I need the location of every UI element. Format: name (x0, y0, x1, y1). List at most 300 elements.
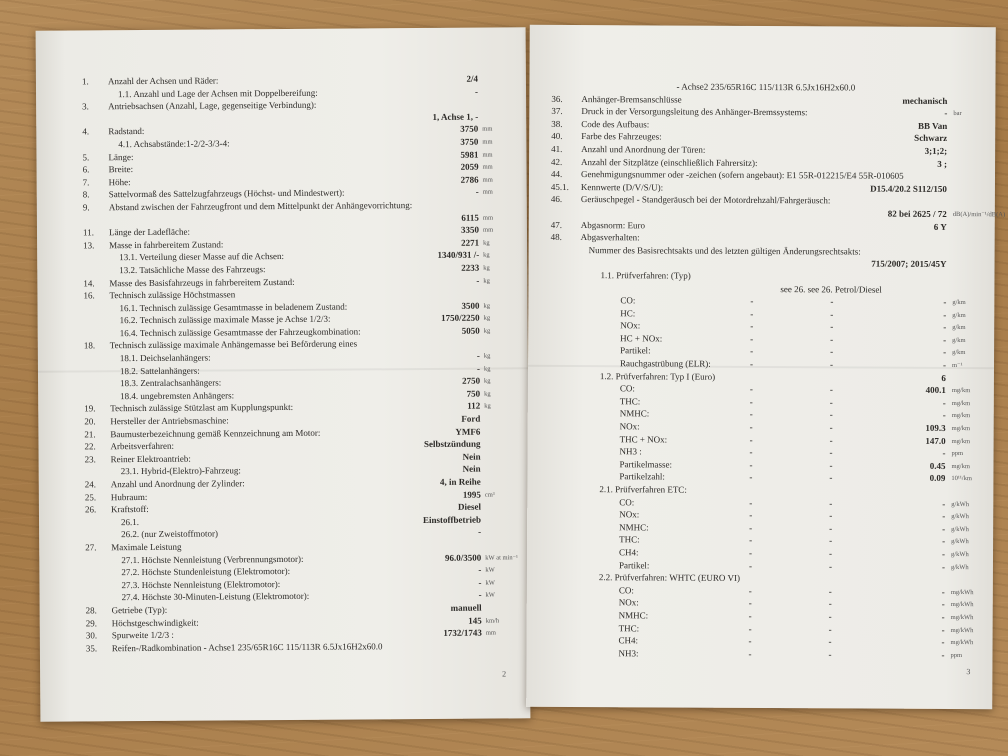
item-label: Rauchgastrübung (ELR): (619, 358, 711, 369)
item-number: 9. (82, 202, 90, 213)
item-value: 3500 (461, 300, 480, 311)
item-value: 715/2007; 2015/45Y (871, 258, 947, 270)
item-value-col1: - (749, 447, 753, 458)
item-label: Kennwerte (D/V/S/U): (580, 181, 664, 193)
item-value: - (942, 397, 946, 408)
item-value: - (475, 186, 479, 197)
item-value: - (942, 523, 946, 534)
item-value: 145 (468, 615, 482, 626)
item-unit: g/kWh (950, 563, 969, 571)
item-unit: mg/kWh (950, 626, 974, 634)
item-value-col1: - (748, 623, 752, 634)
item-label: 27.1. Höchste Nennleistung (Verbrennungsmotor): (121, 553, 304, 565)
item-value: - (942, 536, 946, 547)
item-value-col2: - (829, 523, 833, 534)
item-value: - (943, 309, 947, 320)
item-number: 45.1. (550, 181, 569, 192)
item-label: 27.3. Höchste Nennleistung (Elektromotor): (121, 578, 281, 590)
item-label: 26.2. (nur Zweistoffmotor) (121, 528, 218, 540)
item-unit: g/km (952, 336, 966, 344)
item-value: Nein (462, 451, 481, 462)
item-label: 4.1. Achsabstände:1-2/2-3/3-4: (118, 138, 230, 150)
item-unit: mg/km (951, 387, 971, 395)
item-value: - (941, 561, 945, 572)
item-unit: mm (482, 125, 493, 133)
item-value: - (478, 526, 482, 538)
item-value: - (942, 448, 946, 459)
item-label: Abgasnorm: Euro (580, 219, 646, 230)
document-page-right (526, 25, 1006, 709)
item-number: 8. (82, 189, 90, 200)
item-value: manuell (450, 602, 482, 613)
item-label: THC: (619, 396, 641, 407)
item-value-col2: - (828, 586, 832, 597)
item-value: 3;1;2; (924, 145, 948, 156)
item-unit: kg (483, 239, 490, 247)
item-value: 2750 (462, 375, 481, 387)
item-value: - (476, 363, 480, 374)
item-label: 18.2. Sattelanhängers: (119, 365, 200, 376)
item-label: Hubraum: (110, 491, 148, 502)
item-unit: g/kWh (951, 513, 969, 521)
item-value: - (941, 586, 945, 597)
item-number: 14. (83, 277, 95, 288)
item-label: NOx: (619, 509, 640, 520)
item-unit: ppm (951, 450, 964, 458)
item-value: 1, Achse 1, - (432, 111, 479, 122)
item-unit: kg (483, 352, 491, 360)
item-label: Masse in fahrbereitem Zustand: (109, 239, 224, 250)
item-value-col2: - (829, 422, 833, 433)
item-label: - Achse2 235/65R16C 115/113R 6.5Jx16H2x60.0 (676, 81, 856, 93)
item-value-col1: - (748, 560, 752, 571)
item-unit: kg (483, 314, 491, 322)
item-value: 1995 (462, 489, 481, 500)
item-unit: kg (483, 365, 491, 373)
item-value-col2: - (828, 548, 833, 559)
item-value: - (944, 108, 948, 119)
item-value-col2: - (830, 321, 834, 332)
item-value-col2: - (829, 359, 834, 370)
item-number: 47. (550, 219, 563, 230)
item-label: 18.1. Deichselanhängers: (119, 352, 211, 364)
item-unit: ppm (950, 651, 963, 659)
item-value-col1: - (748, 598, 752, 609)
item-number: 44. (550, 169, 563, 180)
item-unit: g/km (952, 349, 966, 357)
item-value: 6 (941, 372, 946, 383)
item-value-col1: - (749, 535, 753, 546)
item-unit: kW (485, 579, 495, 587)
item-label: 1.1. Anzahl und Lage der Achsen mit Doppelbereifung: (118, 87, 318, 99)
item-number: 23. (84, 454, 96, 465)
item-label: 2.1. Prüfverfahren ETC: (599, 484, 687, 495)
item-unit: cm³ (484, 491, 495, 499)
item-number: 48. (550, 232, 562, 243)
item-label: THC: (619, 534, 640, 545)
item-value: Selbstzündung (423, 438, 481, 450)
item-value: - (941, 599, 945, 610)
item-value-col2: - (829, 434, 833, 446)
item-number: 30. (85, 630, 98, 641)
item-unit: mg/km (951, 437, 971, 445)
item-value: YMF6 (455, 426, 481, 437)
item-value: 3 ; (937, 158, 948, 169)
item-value: BB Van (917, 120, 948, 131)
item-value-col2: - (829, 460, 833, 471)
item-unit: kg (484, 390, 491, 398)
item-label: see 26. see 26. Petrol/Diesel (780, 283, 882, 295)
item-value-col2: - (828, 560, 832, 571)
item-number: 35. (85, 643, 98, 654)
item-number: 6. (82, 164, 90, 175)
document-page-left (36, 27, 531, 721)
item-label: Sattelvormaß des Sattelzugfahrzeugs (Höchst- und Mindestwert): (108, 187, 345, 200)
item-value: - (941, 611, 945, 622)
item-unit: mm (485, 629, 496, 637)
item-unit: g/kWh (951, 538, 969, 546)
item-value-col1: - (748, 636, 752, 647)
item-number: 38. (551, 118, 563, 129)
item-number: 22. (84, 441, 96, 452)
item-label: NMHC: (619, 408, 650, 419)
item-label: 16.4. Technisch zulässige Gesamtmasse der Fahrzeugkombination: (119, 326, 361, 339)
item-number: 13. (83, 240, 95, 251)
item-value: 3750 (460, 124, 479, 135)
item-value-col1: - (750, 296, 754, 307)
item-unit: kW (485, 591, 495, 599)
item-value: 2233 (461, 262, 480, 273)
item-value-col2: - (829, 510, 833, 521)
item-number: 4. (82, 126, 90, 137)
item-label: Abstand zwischen der Fahrzeugfront und dem Mittelpunkt der Anhängevorrichtung: (108, 200, 413, 213)
item-value: - (943, 322, 947, 333)
item-label: 13.1. Verteilung dieser Masse auf die Achsen: (119, 251, 285, 263)
item-unit: mg/kWh (950, 588, 974, 596)
item-value-col1: - (749, 459, 753, 470)
item-label: Reifen-/Radkombination - Achse1 235/65R16C 115/113R 6.5Jx16H2x60.0 (111, 641, 383, 653)
item-value: - (478, 589, 482, 600)
item-label: Anzahl und Anordnung der Türen: (581, 144, 706, 155)
item-label: CH4: (619, 547, 639, 558)
item-label: 13.2. Tatsächliche Masse des Fahrzeugs: (119, 264, 266, 276)
item-label: Nummer des Basisrechtsakts und des letzten gültigen Änderungsrechtsakts: (588, 244, 861, 257)
item-value: - (941, 548, 946, 559)
item-value-col1: - (749, 510, 753, 521)
item-value: 82 bei 2625 / 72 (887, 208, 947, 219)
item-unit: dB(A)/min⁻¹/dB(A) (952, 210, 1006, 219)
item-value: 3750 (460, 136, 479, 147)
item-number: 42. (551, 156, 563, 167)
item-value: D15.4/20.2 S112/150 (870, 183, 947, 194)
item-label: Breite: (108, 164, 134, 175)
item-number: 40. (551, 131, 563, 142)
item-number: 26. (84, 504, 97, 515)
item-value-col2: - (828, 611, 832, 622)
item-value: 2271 (461, 237, 480, 248)
item-value-col1: - (750, 308, 754, 319)
item-value-col1: - (749, 434, 753, 445)
item-value: 2786 (460, 174, 479, 185)
item-label: Reiner Elektroantrieb: (110, 453, 191, 465)
item-value: 147.0 (925, 435, 946, 446)
item-value-col1: - (749, 421, 753, 432)
item-label: Partikelmasse: (619, 459, 673, 470)
item-label: 18.3. Zentralachsanhängers: (120, 377, 222, 389)
item-unit: 10¹¹/km (951, 475, 972, 483)
item-value: 1340/931 /- (437, 249, 480, 261)
item-number: 21. (84, 428, 96, 440)
item-value: Nein (462, 464, 481, 475)
item-value: 5981 (460, 149, 479, 160)
item-number: 28. (85, 605, 97, 616)
item-label: Hersteller der Antriebsmaschine: (110, 415, 229, 427)
item-value-col2: - (830, 309, 834, 320)
item-unit: kg (484, 402, 491, 411)
item-label: Höchstgeschwindigkeit: (111, 617, 199, 628)
item-unit: g/kWh (951, 550, 969, 559)
item-value-col2: - (829, 535, 833, 546)
item-label: THC: (618, 622, 640, 633)
item-number: 18. (83, 340, 96, 351)
item-label: Masse des Basisfahrzeugs in fahrbereitem Zustand: (109, 276, 295, 288)
item-value: 400.1 (925, 385, 946, 396)
item-label: 1.2. Prüfverfahren: Typ I (Euro) (599, 370, 716, 382)
item-label: Anzahl der Sitzplätze (einschließlich Fahrersitz): (581, 156, 758, 168)
item-label: Technisch zulässige maximale Anhängemasse bei Beförderung eines (109, 338, 358, 351)
item-value-col2: - (830, 334, 834, 345)
item-value-col2: - (828, 598, 832, 609)
item-value-col1: - (748, 648, 752, 659)
item-unit: mm (482, 214, 494, 222)
item-number: 29. (85, 617, 98, 628)
item-value-col1: - (750, 321, 754, 332)
item-unit: g/kWh (951, 525, 969, 533)
item-value: - (478, 564, 482, 575)
item-unit: kg (484, 377, 491, 385)
item-unit: kg (483, 264, 490, 272)
item-unit: g/km (952, 311, 966, 319)
item-label: 27.2. Höchste Stundenleistung (Elektromotor): (121, 566, 291, 578)
item-label: Spurweite 1/2/3 : (111, 629, 174, 641)
item-value: - (943, 297, 947, 308)
item-label: Arbeitsverfahren: (110, 440, 175, 452)
item-value: 0.09 (929, 473, 946, 484)
item-value: - (941, 637, 945, 648)
item-value-col1: - (749, 409, 753, 420)
item-value: 0.45 (929, 460, 946, 471)
item-value: - (943, 334, 947, 345)
item-number: 25. (84, 491, 97, 502)
item-label: Antriebsachsen (Anzahl, Lage, gegenseitige Verbindung): (108, 99, 317, 112)
item-unit: kW at min⁻¹ (485, 553, 519, 562)
item-value: 96.0/3500 (444, 552, 482, 563)
item-number: 36. (551, 93, 563, 104)
item-value: - (942, 511, 946, 522)
item-label: 27.4. Höchste 30-Minuten-Leistung (Elektromotor): (121, 591, 310, 603)
item-value-col2: - (828, 636, 832, 647)
item-label: Länge der Ladefläche: (108, 226, 190, 238)
item-value: 6 Y (933, 221, 947, 232)
item-number: 27. (85, 542, 97, 553)
item-label: Maximale Leistung (111, 541, 182, 553)
item-label: NMHC: (619, 522, 649, 533)
item-number: 1. (81, 76, 89, 87)
item-label: Radstand: (108, 126, 145, 137)
item-number: 7. (82, 177, 90, 188)
item-unit: mg/kWh (950, 613, 974, 622)
page-number-right: 3 (966, 667, 971, 677)
item-unit: m⁻¹ (951, 362, 963, 370)
item-label: CO: (619, 496, 635, 507)
item-number: 16. (83, 290, 95, 301)
item-number: 3. (82, 101, 89, 112)
item-value: Einstoffbetrieb (422, 514, 482, 525)
item-label: NMHC: (618, 610, 649, 621)
item-value: 1732/1743 (443, 627, 482, 639)
item-number: 11. (82, 227, 94, 238)
item-label: Anzahl und Anordnung der Zylinder: (110, 478, 245, 490)
item-value-col2: - (830, 296, 834, 307)
item-number: 46. (550, 194, 563, 205)
item-label: Anzahl der Achsen und Räder: (107, 75, 219, 87)
item-value-col1: - (748, 585, 752, 596)
item-value: 1750/2250 (441, 312, 480, 324)
item-value-col1: - (750, 346, 754, 357)
item-label: Partikelzahl: (619, 471, 665, 482)
item-value-col2: - (829, 497, 833, 508)
item-value: Ford (461, 413, 481, 424)
item-value-col1: - (749, 359, 754, 370)
item-value-col1: - (749, 547, 753, 558)
item-label: Höhe: (108, 176, 131, 187)
item-value-col2: - (829, 409, 833, 420)
item-value: - (476, 275, 480, 286)
item-value: 5050 (461, 325, 480, 336)
item-label: Abgasverhalten: (580, 232, 640, 243)
item-number: 19. (84, 403, 96, 414)
item-label: NH3 : (619, 446, 642, 457)
item-value-col1: - (750, 333, 754, 344)
item-value: 750 (466, 388, 481, 399)
item-value-col2: - (829, 472, 833, 483)
item-value: Diesel (457, 501, 481, 512)
item-value: - (941, 624, 945, 635)
item-label: Getriebe (Typ): (111, 604, 168, 616)
item-value-col1: - (748, 610, 752, 621)
item-unit: mg/km (951, 462, 970, 470)
item-label: 23.1. Hybrid-(Elektro)-Fahrzeug: (120, 465, 241, 477)
item-unit: mm (482, 163, 493, 171)
item-number: 5. (82, 151, 90, 162)
item-label: 18.4. ungebremsten Anhängers: (120, 390, 235, 401)
item-value: - (476, 350, 480, 361)
item-label: Baumusterbezeichnung gemäß Kennzeichnung am Motor: (110, 427, 321, 439)
item-value: - (942, 498, 946, 509)
table-row (548, 647, 988, 662)
item-unit: mm (482, 176, 493, 184)
item-value: Schwarz (914, 133, 948, 144)
item-value-col2: - (829, 397, 833, 408)
item-number: 41. (551, 143, 563, 154)
item-unit: kW (485, 566, 495, 574)
item-value: - (943, 347, 947, 358)
item-unit: kg (483, 277, 490, 285)
item-value-col2: - (830, 346, 834, 357)
item-label: 2.2. Prüfverfahren: WHTC (EURO VI) (598, 572, 741, 584)
item-label: Technisch zulässige Stützlast am Kupplungspunkt: (110, 402, 294, 414)
item-value: - (942, 360, 947, 371)
item-label: CO: (619, 383, 635, 394)
item-label: Geräuschpegel - Standgeräusch bei der Motordrehzahl/Fahrgeräusch: (580, 194, 831, 206)
item-value-col2: - (828, 649, 832, 660)
item-label: Druck in der Versorgungsleitung des Anhänger-Bremssystems: (581, 106, 808, 118)
item-unit: kg (483, 302, 491, 310)
item-label: Farbe des Fahrzeuges: (581, 131, 662, 142)
item-label: Länge: (108, 151, 134, 162)
item-value-col1: - (749, 472, 753, 483)
item-label: NOx: (618, 597, 639, 608)
item-label: NOx: (620, 320, 641, 331)
item-label: NH3: (618, 647, 639, 659)
item-value: 4, in Reihe (439, 476, 481, 487)
item-unit: g/km (952, 299, 966, 307)
item-value-col1: - (749, 384, 753, 395)
item-value-col2: - (829, 447, 833, 458)
item-unit: mm (482, 151, 493, 159)
item-unit: mg/kWh (950, 601, 974, 609)
item-value-col1: - (749, 497, 753, 508)
table-row (86, 639, 504, 655)
item-unit: g/kWh (951, 500, 970, 508)
item-label: 26.1. (120, 516, 140, 527)
item-unit: mg/km (951, 412, 971, 420)
item-label: HC + NOx: (620, 333, 663, 344)
item-unit: mg/km (951, 399, 971, 407)
item-label: NOx: (619, 421, 640, 432)
item-unit: kg (483, 251, 490, 259)
item-label: CO: (620, 295, 636, 306)
item-number: 20. (84, 416, 96, 427)
item-number: 24. (84, 479, 97, 490)
item-value: 3350 (460, 224, 480, 235)
item-label: Code des Aufbaus: (581, 118, 650, 130)
item-value: - (942, 410, 946, 421)
item-label: Anhänger-Bremsanschlüsse (581, 93, 682, 105)
item-label: 16.1. Technisch zulässige Gesamtmasse in beladenem Zustand: (119, 301, 348, 313)
item-label: Technisch zulässige Höchstmassen (109, 289, 236, 301)
item-value: 2/4 (466, 73, 478, 84)
item-unit: mg/kWh (950, 639, 974, 647)
item-value: 112 (467, 401, 481, 412)
item-label: Partikel: (618, 559, 650, 570)
item-unit: bar (953, 110, 962, 118)
right-page-content (548, 80, 1006, 662)
item-value: mechanisch (902, 95, 948, 106)
item-label: Partikel: (620, 345, 651, 356)
item-unit: mg/km (951, 425, 971, 433)
item-value-col1: - (749, 522, 753, 533)
item-value: - (941, 649, 945, 660)
item-label: CH4: (618, 635, 639, 646)
item-label: THC + NOx: (619, 433, 668, 445)
item-number: 37. (551, 106, 563, 117)
item-value: - (474, 86, 479, 97)
item-label: HC: (620, 307, 636, 319)
item-value: 109.3 (925, 422, 946, 433)
item-unit: km/h (485, 617, 500, 625)
item-label: Genehmigungsnummer oder -zeichen (sofern angebaut): E1 55R-012215/E4 55R-010605 (580, 169, 904, 181)
